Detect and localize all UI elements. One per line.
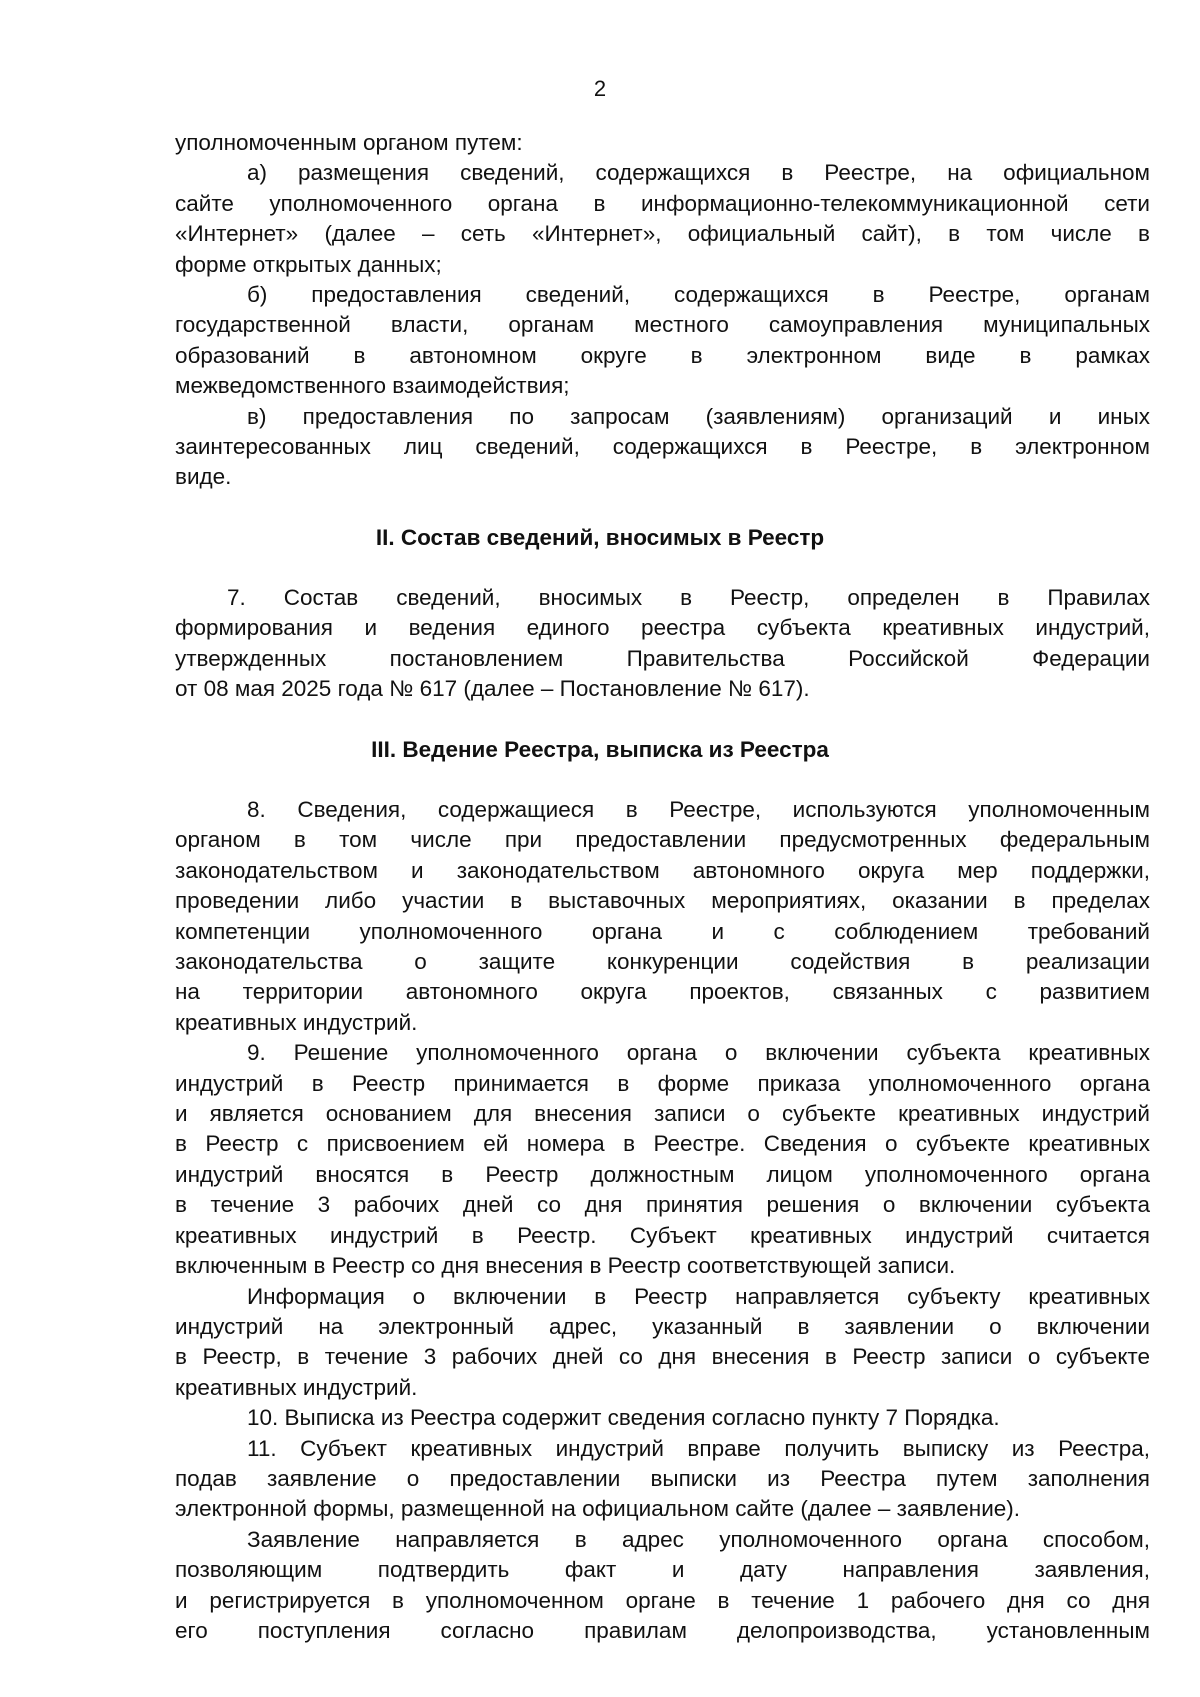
text-line: электронной формы, размещенной на официальном сайте (далее – заявление). xyxy=(175,1496,1021,1522)
text-line: его поступления согласно правилам делопроизводства, установленным xyxy=(175,1617,1150,1643)
text-line: 8. Сведения, содержащиеся в Реестре, используются уполномоченным xyxy=(247,797,1150,822)
text-line: утвержденных постановлением Правительства Российской Федерации xyxy=(175,645,1150,671)
text-line: образований в автономном округе в электронном виде в рамках xyxy=(175,342,1150,368)
text-line: государственной власти, органам местного самоуправления муниципальных xyxy=(175,312,1150,338)
text-line: подав заявление о предоставлении выписки из Реестра путем заполнения xyxy=(175,1465,1150,1491)
text-line: виде. xyxy=(175,464,232,490)
text-line: Информация о включении в Реестр направляется субъекту креативных xyxy=(247,1283,1150,1309)
text-line: заинтересованных лиц сведений, содержащихся в Реестре, в электронном xyxy=(175,434,1150,460)
text-line: индустрий на электронный адрес, указанный в заявлении о включении xyxy=(175,1313,1150,1339)
text-line: 10. Выписка из Реестра содержит сведения согласно пункту 7 Порядка. xyxy=(247,1405,1000,1431)
text-line: форме открытых данных; xyxy=(175,251,442,277)
text-line: позволяющим подтвердить факт и дату направления заявления, xyxy=(175,1557,1150,1583)
text-line: 7. Состав сведений, вносимых в Реестр, определен в Правилах xyxy=(227,585,1150,610)
text-line: 9. Решение уполномоченного органа о включении субъекта креативных xyxy=(247,1040,1150,1066)
text-line: компетенции уполномоченного органа и с соблюдением требований xyxy=(175,918,1150,944)
text-line: на территории автономного округа проектов, связанных с развитием xyxy=(175,979,1150,1005)
text-line: «Интернет» (далее – сеть «Интернет», официальный сайт), в том числе в xyxy=(175,221,1150,247)
text-line: уполномоченным органом путем: xyxy=(175,130,523,155)
text-line: индустрий вносятся в Реестр должностным лицом уполномоченного органа xyxy=(175,1161,1150,1187)
text-line: законодательством и законодательством автономного округа мер поддержки, xyxy=(175,857,1150,883)
text-line: проведении либо участии в выставочных мероприятиях, оказании в пределах xyxy=(175,888,1150,914)
text-line: индустрий в Реестр принимается в форме приказа уполномоченного органа xyxy=(175,1070,1150,1096)
text-line: в Реестр, в течение 3 рабочих дней со дня внесения в Реестр записи о субъекте xyxy=(175,1344,1150,1370)
text-line: законодательства о защите конкуренции содействия в реализации xyxy=(175,949,1150,975)
text-line: а) размещения сведений, содержащихся в Реестре, на официальном xyxy=(247,160,1150,186)
text-line: в течение 3 рабочих дней со дня принятия решения о включении субъекта xyxy=(175,1192,1150,1218)
section-heading-2: II. Состав сведений, вносимых в Реестр xyxy=(375,525,825,550)
text-line: в) предоставления по запросам (заявлениям) организаций и иных xyxy=(247,403,1150,429)
text-line: Заявление направляется в адрес уполномоченного органа способом, xyxy=(247,1526,1150,1552)
text-line: органом в том числе при предоставлении предусмотренных федеральным xyxy=(175,827,1150,853)
paragraph-block-intro xyxy=(175,128,1150,493)
text-line: и является основанием для внесения записи о субъекте креативных индустрий xyxy=(175,1101,1150,1127)
text-line: 11. Субъект креативных индустрий вправе получить выписку из Реестра, xyxy=(247,1435,1150,1461)
text-line: и регистрируется в уполномоченном органе в течение 1 рабочего дня со дня xyxy=(175,1587,1150,1613)
paragraph-block-maintenance xyxy=(175,795,1150,1646)
text-line: б) предоставления сведений, содержащихся в Реестре, органам xyxy=(247,282,1150,308)
text-line: креативных индустрий в Реестр. Субъект креативных индустрий считается xyxy=(175,1222,1150,1248)
text-line: межведомственного взаимодействия; xyxy=(175,373,570,399)
text-line: сайте уполномоченного органа в информационно-телекоммуникационной сети xyxy=(175,190,1150,216)
page-number: 2 xyxy=(593,76,607,101)
text-line: в Реестр с присвоением ей номера в Реестре. Сведения о субъекте креативных xyxy=(175,1131,1150,1157)
text-line: креативных индустрий. xyxy=(175,1374,418,1400)
paragraph-block-composition xyxy=(175,583,1150,705)
text-line: креативных индустрий. xyxy=(175,1009,418,1035)
text-line: включенным в Реестр со дня внесения в Реестр соответствующей записи. xyxy=(175,1253,956,1279)
text-line: от 08 мая 2025 года № 617 (далее – Постановление № 617). xyxy=(175,676,810,702)
text-line: формирования и ведения единого реестра субъекта креативных индустрий, xyxy=(175,615,1150,641)
section-heading-3: III. Ведение Реестра, выписка из Реестра xyxy=(371,737,829,762)
